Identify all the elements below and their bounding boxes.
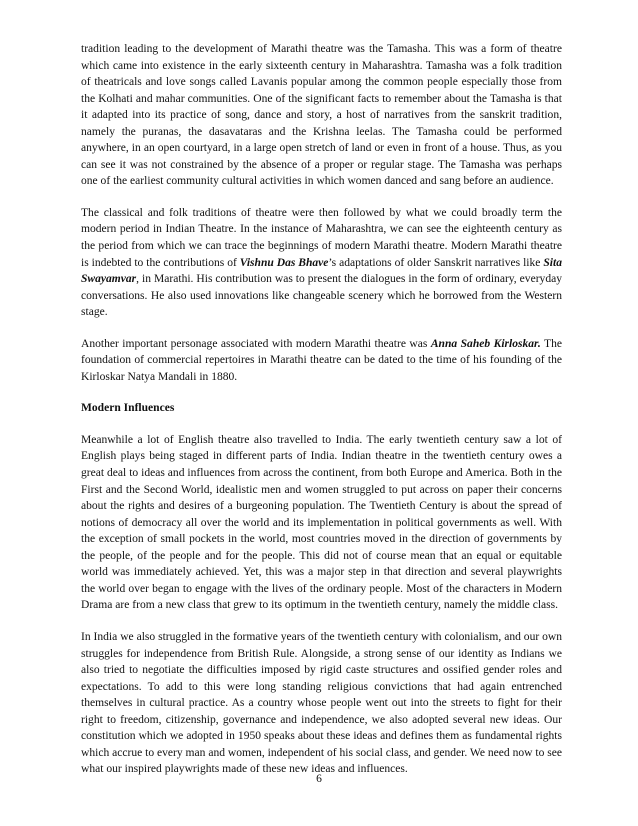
paragraph-english-theatre: Meanwhile a lot of English theatre also travelled to India. The early twentieth century saw a lot of English plays being staged in different parts of India. Indian theatre in the twentieth century owes a great deal to ideas and influences from across the continent, from both Europe and America. Both in the First and the Second World, idealistic men and women struggled to put across on paper their concerns about the rights and desires of a burgeoning population. The Twentieth Century is about the spread of notions of democracy all over the world and its implementation in political governments as well. With the exception of small pockets in the world, most countries moved in the direction of governments by the people, of the people and for the people. This did not of course mean that an equal or equitable world was immediately achieved. Yet, this was a major step in that direction and several playwrights the world over began to engage with the lives of the ordinary people. Most of the characters in Modern Drama are from a new class that grew to its optimum in the twentieth century, namely the middle class.	[81, 433, 562, 612]
text-run: Another important personage associated with modern Marathi theatre was	[81, 337, 431, 350]
text-run: ’s adaptations of older Sanskrit narratives like	[328, 256, 544, 269]
paragraph-tamasha: tradition leading to the development of Marathi theatre was the Tamasha. This was a form of theatre which came into existence in the early sixteenth century in Maharashtra. Tamasha was a folk tradition of theatricals and love songs called Lavanis popular among the common people especially those from the Kolhati and mahar communities. One of the significant facts to remember about the Tamasha is that it adapted into its practice of song, dance and story, a host of narratives from the sanskrit tradition, namely the puranas, the dasavataras and the Krishna leelas. The Tamasha could be performed anywhere, in an open courtyard, in a large open stretch of land or even in front of a house. Thus, as you can see it was not constrained by the absence of a proper or regular stage. The Tamasha was perhaps one of the earliest community cultural activities in which women danced and sang before an audience.	[81, 43, 562, 188]
page-number: 6	[316, 773, 322, 785]
paragraph-modern-period	[81, 205, 562, 321]
emphasis-sita-swayamvar: Sita Swayamvar	[81, 256, 562, 286]
text-run: , in Marathi. His contribution was to present the dialogues in the form of ordinary, everyday conversations. He also used innovations like changeable scenery which he borrowed from the Western stage.	[81, 273, 562, 319]
emphasis-anna-saheb-kirloskar: Anna Saheb Kirloskar.	[430, 337, 541, 350]
paragraph-kirloskar	[81, 336, 562, 386]
document-body	[81, 41, 562, 793]
paragraph-india-struggles: In India we also struggled in the formative years of the twentieth century with colonialism, and our own struggles for independence from British Rule. Alongside, a strong sense of our identity as Indians we also tried to negotiate the difficulties imposed by rigid caste structures and ossified gender roles and expectations. To add to this were long standing religious convictions that had again entrenched themselves in cultural practice. As a country whose people went out into the streets to fight for their right to freedom, citizenship, governance and independence, we also adopted several new ideas. Our constitution which we adopted in 1950 speaks about these ideas and defines them as fundamental rights which accrue to every man and women, independent of his social class, and gender. We need now to see what our inspired playwrights made of these new ideas and influences.	[81, 630, 562, 776]
text-run: The classical and folk traditions of theatre were then followed by what we could broadly term the modern period in Indian Theatre. In the instance of Maharashtra, we can see the eighteenth century as the period from which we can trace the beginnings of modern Marathi theatre. Modern Marathi theatre is indebted to the contributions of	[81, 206, 562, 269]
text-run: The foundation of commercial repertoires in Marathi theatre can be dated to the time of his founding of the Kirloskar Natya Mandali in 1880.	[81, 337, 562, 383]
emphasis-vishnu-das-bhave: Vishnu Das Bhave	[239, 256, 329, 269]
section-heading: Modern Influences	[81, 402, 175, 415]
